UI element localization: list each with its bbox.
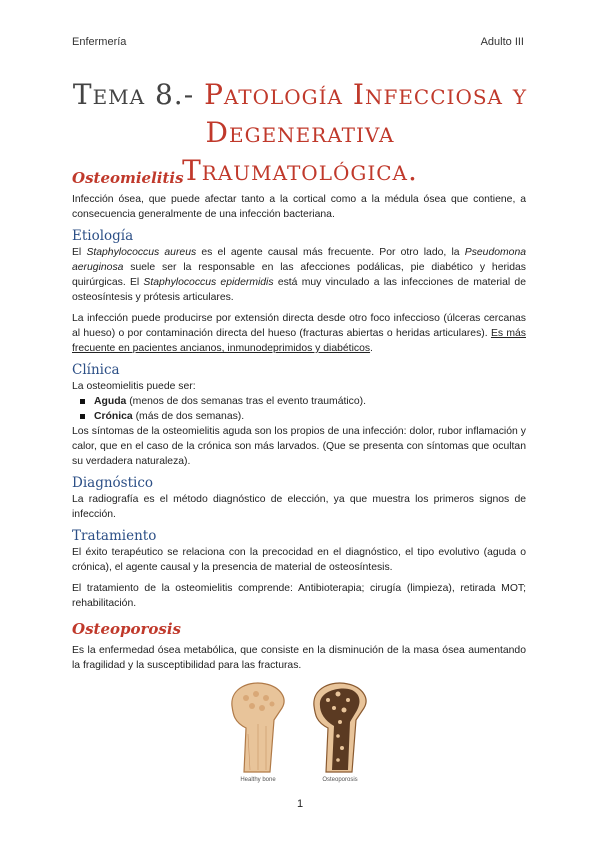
heading-clinica: Clínica [72, 362, 120, 378]
clinica-list [72, 394, 526, 424]
text-span: suele ser la responsable en las afecciones podálicas, pie diabético y heridas quirúrgicas. El [72, 262, 526, 288]
tratamiento-paragraph-2: El tratamiento de la osteomielitis comprende: Antibioterapia; cirugía (limpieza), retirada MOT; rehabilitación. [72, 583, 526, 609]
osteoporosis-paragraph: Es la enfermedad ósea metabólica, que consiste en la disminución de la masa ósea aumentando la fragilidad y la susceptibilidad para las fracturas. [72, 645, 526, 671]
list-item-term: Crónica [94, 411, 133, 422]
diagnostico-paragraph: La radiografía es el método diagnóstico de elección, ya que muestra los primeros signos de infección. [72, 494, 526, 520]
page-number: 1 [296, 798, 304, 810]
caption-healthy: Healthy bone [240, 777, 276, 783]
list-item [94, 394, 526, 409]
text-span: está muy vinculado a las infecciones de material de osteosíntesis y prótesis articulares. [72, 277, 526, 303]
etiologia-paragraph-2 [72, 311, 526, 356]
heading-osteoporosis: Osteoporosis [72, 620, 181, 638]
heading-etiologia: Etiología [72, 228, 134, 244]
list-item [94, 409, 526, 424]
text-span: El [72, 247, 87, 258]
etiologia-paragraph-1 [72, 245, 526, 305]
text-span: La infección puede producirse por extensión directa desde otro foco infeccioso (úlceras cercanas al hueso) o por contaminación directa del hueso (fracturas abiertas o heridas articulares). [72, 313, 526, 339]
title-line2: Traumatológica. [182, 154, 418, 187]
underlined-text: Es más frecuente en pacientes ancianos, inmunodeprimidos y diabéticos [72, 328, 526, 354]
header-left: Enfermería [72, 36, 127, 48]
clinica-paragraph: Los síntomas de la osteomielitis aguda son los propios de una infección: dolor, rubor inflamación y calor, que en el caso de la crónica son más larvados. (Que se presenta con síntomas que ocultan su verdadera naturaleza). [72, 426, 526, 467]
title-line1: Patología Infecciosa y Degenerativa [194, 78, 528, 149]
header-right: Adulto III [480, 36, 524, 48]
title-prefix: Tema 8.- [72, 78, 195, 111]
tratamiento-paragraph-1: El éxito terapéutico se relaciona con la precocidad en el diagnóstico, el tipo evolutivo (aguda o crónica), el agente causal y la presencia de material de osteosíntesis. [72, 547, 526, 573]
heading-tratamiento: Tratamiento [72, 528, 157, 544]
list-item-text: (más de dos semanas). [132, 411, 245, 422]
heading-diagnostico: Diagnóstico [72, 475, 154, 491]
heading-osteomielitis: Osteomielitis [72, 169, 184, 187]
species-name: Staphylococcus aureus [86, 247, 197, 258]
clinica-intro: La osteomielitis puede ser: [72, 381, 196, 392]
list-item-term: Aguda [94, 396, 127, 407]
healthy-bone-image [232, 683, 284, 772]
list-item-text: (menos de dos semanas tras el evento traumático). [126, 396, 367, 407]
text-span: es el agente causal más frecuente. Por otro lado, la [196, 247, 465, 258]
species-name: Pseudomona aeruginosa [72, 247, 526, 273]
osteoporosis-bone-image [314, 683, 366, 772]
intro-paragraph: Infección ósea, que puede afectar tanto a la cortical como a la médula ósea que contiene, a consecuencia generalmente de una infección bacteriana. [72, 194, 526, 220]
bone-comparison-figure [222, 676, 382, 784]
species-name: Staphylococcus epidermidis [143, 277, 274, 288]
text-span: . [370, 343, 373, 354]
page-content [72, 168, 526, 679]
caption-osteoporosis: Osteoporosis [322, 777, 358, 783]
